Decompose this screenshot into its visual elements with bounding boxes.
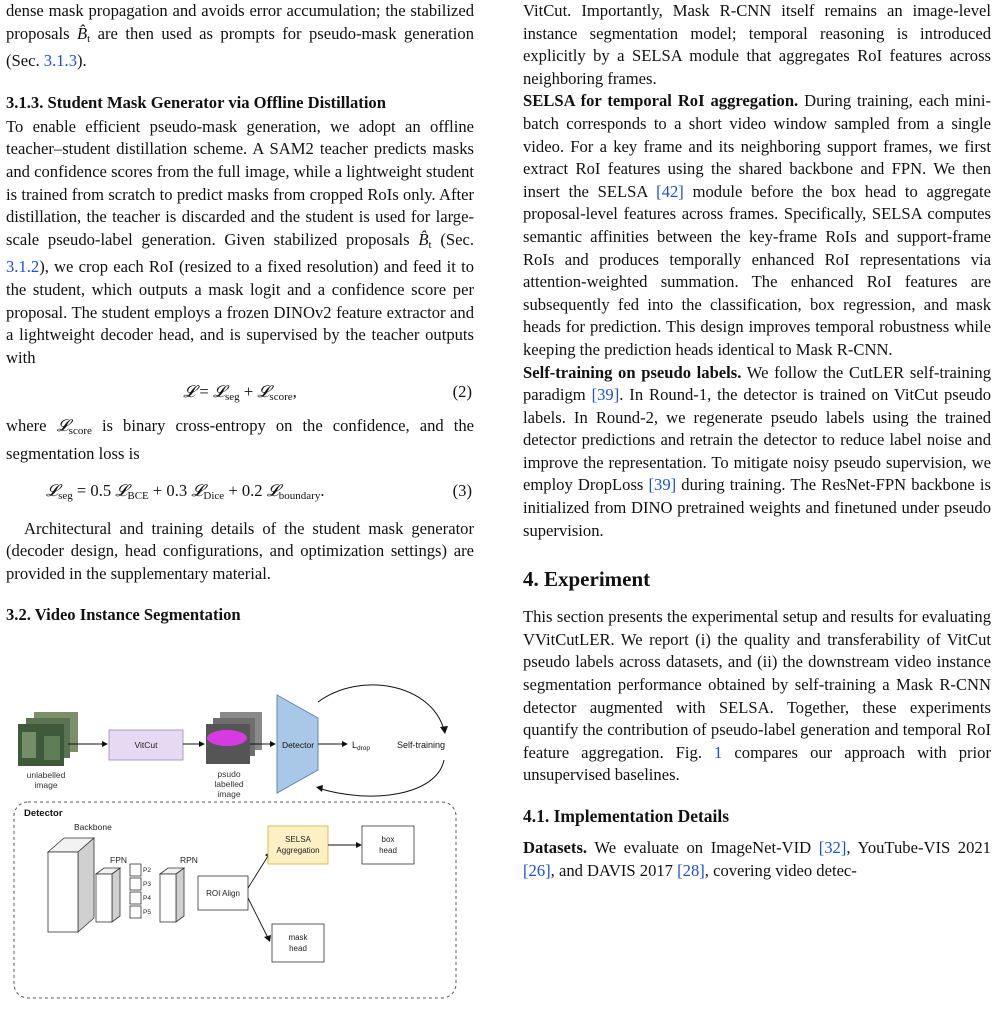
roi-align-label: ROI Align (206, 889, 240, 898)
arrow-to-mask-head (248, 898, 268, 938)
arrowhead-mask (264, 935, 271, 942)
equation-3-body: 𝓛$_{seg}$ = 0.5 𝓛$_{BCE}$ + 0.3 𝓛$_{Dice}$ + 0.2 𝓛$_{boundary}$. (46, 480, 325, 502)
box-head-label: head (379, 846, 397, 855)
arrowhead-ldrop (342, 741, 348, 747)
backbone-label: Backbone (74, 822, 112, 832)
datasets-lead: Datasets. (523, 838, 588, 857)
box-label: box (381, 835, 395, 844)
self-training-label: Self-training (397, 740, 446, 750)
pyramid-levels (130, 864, 141, 918)
equation-2-body: 𝓛 = 𝓛$_{seg}$ + 𝓛$_{score}$, (183, 382, 297, 404)
datasets-paragraph: Datasets. We evaluate on ImageNet-VID [32], YouTube-VIS 2021 [26], and DAVIS 2017 [28], covering video detec- (523, 838, 991, 880)
left-paragraph-3: Architectural and training details of the student mask generator (decoder design, head configurations, and optimization settings) are provided in the supplementary material. (6, 518, 474, 583)
image2-label: image (217, 789, 241, 799)
image-label: image (34, 780, 58, 790)
section-heading-3-1-3: 3.1.3. Student Mask Generator via Offline Distillation (6, 92, 386, 112)
equation-2 (6, 379, 474, 407)
pipeline-figure (12, 520, 464, 1006)
left-paragraph-0: dense mask propagation and avoids error accumulation; the stabilized proposals $B̂_t$ are then used as prompts for pseudo-mask generation (Sec. 3.1.3). (6, 1, 474, 71)
equation-3 (6, 478, 474, 506)
box-head-box (362, 826, 414, 864)
arrowhead-detector (270, 741, 276, 747)
p4-label: P4 (143, 895, 151, 902)
fpn-label: FPN (110, 855, 127, 865)
ref-fig-1[interactable]: 1 (714, 742, 723, 762)
psudo-label: psudo (217, 769, 241, 779)
p2-label: P2 (143, 867, 151, 874)
selsa-paragraph: SELSA for temporal RoI aggregation. During training, each mini-batch corresponds to a short video window sampled from a single video. For a key frame and its neighboring support frames, we first extract RoI features using the shared backbone and FPN. We then insert the SELSA [42] module before the box head to aggregate proposal-level features across frames. Specifically, SELSA computes semantic affinities between the key-frame RoIs and support-frame RoIs and produces temporally enhanced RoI representations via attention-weighted summation. The enhanced RoI features are subsequently fed into the classification, box regression, and mask heads for prediction. This design improves temporal robustness while keeping the prediction heads identical to Mask R-CNN. (523, 91, 992, 359)
fpn-block (96, 868, 120, 922)
ref-3-1-3[interactable]: 3.1.3 (43, 51, 77, 71)
arrow-to-selsa (248, 856, 268, 888)
right-paragraph-0: VitCut. Importantly, Mask R-CNN itself remains an image-level instance segmentation model; temporal reasoning is introduced explicitly by a SELSA module that aggregates RoI features across neighboring frames. (523, 1, 991, 88)
pseudo-labelled-image-icon (206, 712, 262, 764)
selsa-label: SELSA (285, 835, 311, 844)
self-training-paragraph: Self-training on pseudo labels. We follow the CutLER self-training paradigm [39]. In Round-1, the detector is trained on VitCut pseudo labels. In Round-2, we regenerate pseudo labels using the trained detector predictions and retrain the detector to reduce label noise and improve the representation. To mitigate noisy pseudo supervision, we employ DropLoss [39] during training. The ResNet-FPN backbone is initialized from DINO pretrained weights and finetuned under pseudo supervision. (523, 362, 991, 540)
arrowhead-pseudo (199, 741, 205, 747)
left-paragraph-2: where 𝓛$_{score}$ is binary cross-entropy on the confidence, and the segmentation loss is (6, 416, 474, 463)
detector-label: Detector (281, 740, 315, 750)
backbone-block (48, 838, 94, 932)
right-column (523, 0, 991, 882)
arrowhead-vitcut (102, 741, 108, 747)
unlabelled-label: unlabelled (26, 770, 66, 780)
ref-39-a[interactable]: [39] (591, 385, 620, 405)
detector-panel-title: Detector (24, 808, 63, 819)
self-training-arrow-bottom (318, 760, 444, 796)
ref-42[interactable]: [42] (656, 181, 684, 201)
p5-label: P5 (143, 909, 151, 916)
ref-28[interactable]: [28] (677, 860, 705, 880)
vitcut-label: VitCut (134, 740, 158, 750)
arrowhead-bottom (316, 785, 323, 792)
section-heading-4: 4. Experiment (523, 567, 651, 592)
p3-label: P3 (143, 881, 151, 888)
ref-39-b[interactable]: [39] (648, 475, 677, 495)
selsa-lead: SELSA for temporal RoI aggregation. (523, 91, 799, 111)
ref-26[interactable]: [26] (523, 860, 551, 880)
arrowhead-top (440, 726, 448, 734)
left-paragraph-1: To enable efficient pseudo-mask generation, we adopt an offline teacher–student distillation scheme. A SAM2 teacher predicts masks and confidence scores from the full image, while a lightweight student is trained from scratch to predict masks from cropped RoIs only. After distillation, the teacher is discarded and the student is used for large-scale pseudo-label generation. Given stabilized proposals $B̂_t$ (Sec. 3.1.2), we crop each RoI (resized to a fixed resolution) and feed it to the student, which outputs a mask logit and a confidence score per proposal. The student employs a frozen DINOv2 feature extractor and a lightweight decoder head, and is supervised by the teacher outputs with (6, 116, 474, 367)
arrowhead-box-head (356, 842, 362, 848)
mask-head-box (272, 924, 324, 962)
equation-2-number: (2) (452, 382, 472, 402)
section-heading-3-2: 3.2. Video Instance Segmentation (6, 605, 241, 625)
ldrop-label: $L_{drop}$ (352, 740, 371, 752)
mask-head-label: head (289, 944, 307, 953)
self-training-lead: Self-training on pseudo labels. (523, 362, 742, 382)
experiment-paragraph: This section presents the experimental setup and results for evaluating VVitCutLER. We report (i) the quality and transferability of VitCut pseudo labels across datasets, and (ii) the downstream video instance segmentation performance obtained by self-training a Mask R-CNN detector augmented with SELSA. Together, these experiments quantify the contribution of pseudo-label generation and temporal RoI feature aggregation. Fig. 1 compares our approach with prior unsupervised baselines. (523, 607, 991, 785)
selsa-box (268, 826, 328, 864)
unlabelled-image-icon (18, 712, 78, 766)
aggregation-label: Aggregation (276, 846, 320, 855)
labelled-label: labelled (214, 779, 244, 789)
equation-3-number: (3) (452, 480, 472, 500)
ref-32[interactable]: [32] (818, 838, 847, 857)
section-heading-4-1: 4.1. Implementation Details (523, 806, 730, 826)
ref-3-1-2[interactable]: 3.1.2 (6, 257, 40, 277)
rpn-label: RPN (180, 855, 198, 865)
mask-label: mask (288, 933, 308, 942)
rpn-block (160, 868, 184, 922)
self-training-arrow-top (318, 685, 444, 730)
